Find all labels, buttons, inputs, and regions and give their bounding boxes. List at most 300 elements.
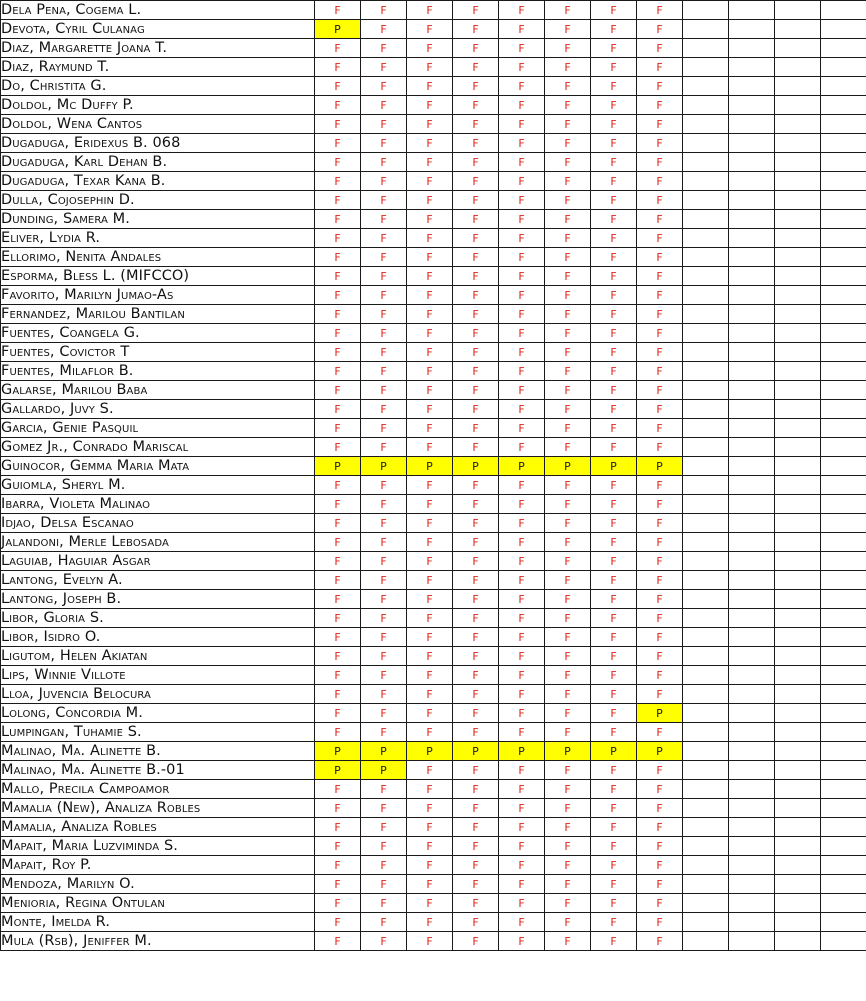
fail-mark-cell[interactable]: F [453, 913, 499, 932]
fail-mark-cell[interactable]: F [361, 343, 407, 362]
empty-cell[interactable] [821, 666, 866, 685]
fail-mark-cell[interactable]: F [591, 495, 637, 514]
fail-mark-cell[interactable]: F [591, 381, 637, 400]
fail-mark-cell[interactable]: F [591, 362, 637, 381]
fail-mark-cell[interactable]: F [453, 286, 499, 305]
fail-mark-cell[interactable]: F [361, 210, 407, 229]
fail-mark-cell[interactable]: F [315, 153, 361, 172]
empty-cell[interactable] [775, 856, 821, 875]
pass-mark-cell[interactable]: P [545, 742, 591, 761]
fail-mark-cell[interactable]: F [545, 20, 591, 39]
empty-cell[interactable] [775, 818, 821, 837]
fail-mark-cell[interactable]: F [591, 400, 637, 419]
empty-cell[interactable] [821, 438, 866, 457]
fail-mark-cell[interactable]: F [499, 267, 545, 286]
fail-mark-cell[interactable]: F [591, 419, 637, 438]
fail-mark-cell[interactable]: F [315, 590, 361, 609]
empty-cell[interactable] [821, 533, 866, 552]
fail-mark-cell[interactable]: F [591, 229, 637, 248]
fail-mark-cell[interactable]: F [545, 172, 591, 191]
fail-mark-cell[interactable]: F [315, 58, 361, 77]
fail-mark-cell[interactable]: F [453, 419, 499, 438]
employee-name-cell[interactable]: Gomez Jr., Conrado Mariscal [1, 438, 315, 457]
fail-mark-cell[interactable]: F [315, 229, 361, 248]
empty-cell[interactable] [775, 704, 821, 723]
empty-cell[interactable] [683, 723, 729, 742]
pass-mark-cell[interactable]: P [361, 457, 407, 476]
empty-cell[interactable] [729, 305, 775, 324]
empty-cell[interactable] [683, 343, 729, 362]
fail-mark-cell[interactable]: F [315, 552, 361, 571]
employee-name-cell[interactable]: Malinao, Ma. Alinette B. [1, 742, 315, 761]
fail-mark-cell[interactable]: F [637, 723, 683, 742]
empty-cell[interactable] [683, 229, 729, 248]
empty-cell[interactable] [821, 305, 866, 324]
fail-mark-cell[interactable]: F [315, 381, 361, 400]
fail-mark-cell[interactable]: F [453, 1, 499, 20]
fail-mark-cell[interactable]: F [591, 875, 637, 894]
pass-mark-cell[interactable]: P [315, 742, 361, 761]
fail-mark-cell[interactable]: F [361, 229, 407, 248]
empty-cell[interactable] [775, 628, 821, 647]
fail-mark-cell[interactable]: F [637, 856, 683, 875]
empty-cell[interactable] [821, 571, 866, 590]
empty-cell[interactable] [729, 818, 775, 837]
fail-mark-cell[interactable]: F [315, 419, 361, 438]
fail-mark-cell[interactable]: F [315, 913, 361, 932]
pass-mark-cell[interactable]: P [315, 457, 361, 476]
empty-cell[interactable] [821, 343, 866, 362]
fail-mark-cell[interactable]: F [453, 628, 499, 647]
empty-cell[interactable] [775, 894, 821, 913]
fail-mark-cell[interactable]: F [637, 609, 683, 628]
fail-mark-cell[interactable]: F [407, 799, 453, 818]
fail-mark-cell[interactable]: F [545, 685, 591, 704]
fail-mark-cell[interactable]: F [499, 894, 545, 913]
empty-cell[interactable] [821, 913, 866, 932]
empty-cell[interactable] [729, 742, 775, 761]
fail-mark-cell[interactable]: F [453, 932, 499, 951]
fail-mark-cell[interactable]: F [315, 438, 361, 457]
empty-cell[interactable] [729, 96, 775, 115]
fail-mark-cell[interactable]: F [499, 58, 545, 77]
empty-cell[interactable] [683, 115, 729, 134]
empty-cell[interactable] [821, 172, 866, 191]
employee-name-cell[interactable]: Dela Pena, Cogema L. [1, 1, 315, 20]
fail-mark-cell[interactable]: F [407, 191, 453, 210]
fail-mark-cell[interactable]: F [453, 210, 499, 229]
fail-mark-cell[interactable]: F [453, 58, 499, 77]
fail-mark-cell[interactable]: F [591, 77, 637, 96]
fail-mark-cell[interactable]: F [591, 552, 637, 571]
empty-cell[interactable] [729, 267, 775, 286]
fail-mark-cell[interactable]: F [591, 115, 637, 134]
employee-name-cell[interactable]: Libor, Isidro O. [1, 628, 315, 647]
fail-mark-cell[interactable]: F [591, 476, 637, 495]
empty-cell[interactable] [729, 58, 775, 77]
empty-cell[interactable] [775, 875, 821, 894]
fail-mark-cell[interactable]: F [591, 780, 637, 799]
employee-name-cell[interactable]: Menioria, Regina Ontulan [1, 894, 315, 913]
fail-mark-cell[interactable]: F [361, 590, 407, 609]
fail-mark-cell[interactable]: F [315, 267, 361, 286]
fail-mark-cell[interactable]: F [407, 20, 453, 39]
empty-cell[interactable] [821, 248, 866, 267]
fail-mark-cell[interactable]: F [637, 932, 683, 951]
fail-mark-cell[interactable]: F [407, 324, 453, 343]
fail-mark-cell[interactable]: F [361, 419, 407, 438]
empty-cell[interactable] [775, 495, 821, 514]
empty-cell[interactable] [821, 590, 866, 609]
fail-mark-cell[interactable]: F [361, 248, 407, 267]
fail-mark-cell[interactable]: F [361, 723, 407, 742]
fail-mark-cell[interactable]: F [453, 666, 499, 685]
employee-name-cell[interactable]: Monte, Imelda R. [1, 913, 315, 932]
employee-name-cell[interactable]: Esporma, Bless L. (MIFCCO) [1, 267, 315, 286]
empty-cell[interactable] [683, 267, 729, 286]
empty-cell[interactable] [729, 780, 775, 799]
fail-mark-cell[interactable]: F [315, 495, 361, 514]
fail-mark-cell[interactable]: F [499, 818, 545, 837]
empty-cell[interactable] [821, 704, 866, 723]
fail-mark-cell[interactable]: F [591, 628, 637, 647]
employee-name-cell[interactable]: Mendoza, Marilyn O. [1, 875, 315, 894]
fail-mark-cell[interactable]: F [499, 666, 545, 685]
empty-cell[interactable] [683, 856, 729, 875]
pass-mark-cell[interactable]: P [453, 457, 499, 476]
fail-mark-cell[interactable]: F [545, 533, 591, 552]
fail-mark-cell[interactable]: F [499, 419, 545, 438]
fail-mark-cell[interactable]: F [361, 96, 407, 115]
fail-mark-cell[interactable]: F [315, 894, 361, 913]
fail-mark-cell[interactable]: F [361, 609, 407, 628]
fail-mark-cell[interactable]: F [453, 153, 499, 172]
employee-name-cell[interactable]: Dunding, Samera M. [1, 210, 315, 229]
fail-mark-cell[interactable]: F [361, 362, 407, 381]
fail-mark-cell[interactable]: F [407, 628, 453, 647]
empty-cell[interactable] [821, 647, 866, 666]
fail-mark-cell[interactable]: F [637, 647, 683, 666]
empty-cell[interactable] [729, 324, 775, 343]
empty-cell[interactable] [683, 210, 729, 229]
empty-cell[interactable] [775, 343, 821, 362]
fail-mark-cell[interactable]: F [453, 837, 499, 856]
fail-mark-cell[interactable]: F [407, 609, 453, 628]
fail-mark-cell[interactable]: F [499, 172, 545, 191]
fail-mark-cell[interactable]: F [545, 229, 591, 248]
fail-mark-cell[interactable]: F [591, 39, 637, 58]
empty-cell[interactable] [821, 837, 866, 856]
fail-mark-cell[interactable]: F [315, 571, 361, 590]
fail-mark-cell[interactable]: F [453, 20, 499, 39]
empty-cell[interactable] [683, 932, 729, 951]
fail-mark-cell[interactable]: F [407, 77, 453, 96]
empty-cell[interactable] [775, 799, 821, 818]
employee-name-cell[interactable]: Dugaduga, Karl Dehan B. [1, 153, 315, 172]
fail-mark-cell[interactable]: F [315, 932, 361, 951]
fail-mark-cell[interactable]: F [637, 191, 683, 210]
fail-mark-cell[interactable]: F [407, 153, 453, 172]
fail-mark-cell[interactable]: F [637, 362, 683, 381]
employee-name-cell[interactable]: Ibarra, Violeta Malinao [1, 495, 315, 514]
empty-cell[interactable] [821, 362, 866, 381]
empty-cell[interactable] [775, 172, 821, 191]
fail-mark-cell[interactable]: F [407, 875, 453, 894]
fail-mark-cell[interactable]: F [499, 39, 545, 58]
fail-mark-cell[interactable]: F [637, 837, 683, 856]
employee-name-cell[interactable]: Gallardo, Juvy S. [1, 400, 315, 419]
fail-mark-cell[interactable]: F [407, 533, 453, 552]
employee-name-cell[interactable]: Guiomla, Sheryl M. [1, 476, 315, 495]
fail-mark-cell[interactable]: F [315, 134, 361, 153]
empty-cell[interactable] [683, 495, 729, 514]
fail-mark-cell[interactable]: F [637, 267, 683, 286]
fail-mark-cell[interactable]: F [545, 761, 591, 780]
fail-mark-cell[interactable]: F [545, 514, 591, 533]
fail-mark-cell[interactable]: F [499, 362, 545, 381]
fail-mark-cell[interactable]: F [361, 685, 407, 704]
employee-name-cell[interactable]: Mamalia, Analiza Robles [1, 818, 315, 837]
fail-mark-cell[interactable]: F [545, 875, 591, 894]
empty-cell[interactable] [683, 1, 729, 20]
fail-mark-cell[interactable]: F [453, 590, 499, 609]
empty-cell[interactable] [775, 780, 821, 799]
fail-mark-cell[interactable]: F [499, 153, 545, 172]
empty-cell[interactable] [683, 191, 729, 210]
empty-cell[interactable] [821, 875, 866, 894]
fail-mark-cell[interactable]: F [315, 704, 361, 723]
empty-cell[interactable] [729, 552, 775, 571]
empty-cell[interactable] [775, 533, 821, 552]
fail-mark-cell[interactable]: F [453, 343, 499, 362]
employee-name-cell[interactable]: Mallo, Precila Campoamor [1, 780, 315, 799]
fail-mark-cell[interactable]: F [499, 628, 545, 647]
fail-mark-cell[interactable]: F [407, 780, 453, 799]
empty-cell[interactable] [821, 419, 866, 438]
fail-mark-cell[interactable]: F [407, 514, 453, 533]
employee-name-cell[interactable]: Lantong, Joseph B. [1, 590, 315, 609]
fail-mark-cell[interactable]: F [591, 609, 637, 628]
fail-mark-cell[interactable]: F [407, 96, 453, 115]
fail-mark-cell[interactable]: F [361, 381, 407, 400]
fail-mark-cell[interactable]: F [315, 647, 361, 666]
employee-name-cell[interactable]: Fuentes, Covictor T [1, 343, 315, 362]
empty-cell[interactable] [729, 20, 775, 39]
fail-mark-cell[interactable]: F [499, 647, 545, 666]
empty-cell[interactable] [683, 818, 729, 837]
fail-mark-cell[interactable]: F [545, 590, 591, 609]
fail-mark-cell[interactable]: F [407, 229, 453, 248]
fail-mark-cell[interactable]: F [407, 438, 453, 457]
fail-mark-cell[interactable]: F [637, 685, 683, 704]
fail-mark-cell[interactable]: F [545, 400, 591, 419]
fail-mark-cell[interactable]: F [499, 229, 545, 248]
fail-mark-cell[interactable]: F [637, 514, 683, 533]
fail-mark-cell[interactable]: F [545, 856, 591, 875]
empty-cell[interactable] [821, 77, 866, 96]
empty-cell[interactable] [775, 1, 821, 20]
fail-mark-cell[interactable]: F [637, 894, 683, 913]
fail-mark-cell[interactable]: F [361, 267, 407, 286]
employee-name-cell[interactable]: Lolong, Concordia M. [1, 704, 315, 723]
fail-mark-cell[interactable]: F [545, 666, 591, 685]
fail-mark-cell[interactable]: F [361, 913, 407, 932]
fail-mark-cell[interactable]: F [545, 799, 591, 818]
fail-mark-cell[interactable]: F [499, 115, 545, 134]
fail-mark-cell[interactable]: F [545, 419, 591, 438]
empty-cell[interactable] [729, 210, 775, 229]
fail-mark-cell[interactable]: F [361, 628, 407, 647]
fail-mark-cell[interactable]: F [545, 628, 591, 647]
fail-mark-cell[interactable]: F [591, 799, 637, 818]
empty-cell[interactable] [683, 533, 729, 552]
fail-mark-cell[interactable]: F [591, 856, 637, 875]
fail-mark-cell[interactable]: F [453, 723, 499, 742]
fail-mark-cell[interactable]: F [453, 400, 499, 419]
fail-mark-cell[interactable]: F [545, 552, 591, 571]
empty-cell[interactable] [683, 381, 729, 400]
fail-mark-cell[interactable]: F [453, 533, 499, 552]
fail-mark-cell[interactable]: F [591, 818, 637, 837]
pass-mark-cell[interactable]: P [407, 457, 453, 476]
empty-cell[interactable] [775, 134, 821, 153]
fail-mark-cell[interactable]: F [499, 20, 545, 39]
fail-mark-cell[interactable]: F [499, 381, 545, 400]
fail-mark-cell[interactable]: F [637, 77, 683, 96]
fail-mark-cell[interactable]: F [453, 172, 499, 191]
empty-cell[interactable] [821, 552, 866, 571]
employee-name-cell[interactable]: Lips, Winnie Villote [1, 666, 315, 685]
fail-mark-cell[interactable]: F [453, 780, 499, 799]
fail-mark-cell[interactable]: F [453, 495, 499, 514]
empty-cell[interactable] [683, 590, 729, 609]
empty-cell[interactable] [775, 191, 821, 210]
fail-mark-cell[interactable]: F [637, 153, 683, 172]
fail-mark-cell[interactable]: F [361, 324, 407, 343]
fail-mark-cell[interactable]: F [545, 647, 591, 666]
fail-mark-cell[interactable]: F [499, 400, 545, 419]
fail-mark-cell[interactable]: F [407, 476, 453, 495]
fail-mark-cell[interactable]: F [545, 704, 591, 723]
fail-mark-cell[interactable]: F [361, 191, 407, 210]
fail-mark-cell[interactable]: F [591, 894, 637, 913]
employee-name-cell[interactable]: Mula (Rsb), Jeniffer M. [1, 932, 315, 951]
pass-mark-cell[interactable]: P [315, 761, 361, 780]
empty-cell[interactable] [821, 381, 866, 400]
fail-mark-cell[interactable]: F [315, 628, 361, 647]
fail-mark-cell[interactable]: F [407, 571, 453, 590]
employee-name-cell[interactable]: Libor, Gloria S. [1, 609, 315, 628]
empty-cell[interactable] [683, 780, 729, 799]
empty-cell[interactable] [683, 77, 729, 96]
empty-cell[interactable] [729, 457, 775, 476]
fail-mark-cell[interactable]: F [453, 818, 499, 837]
fail-mark-cell[interactable]: F [499, 552, 545, 571]
fail-mark-cell[interactable]: F [591, 343, 637, 362]
fail-mark-cell[interactable]: F [545, 932, 591, 951]
pass-mark-cell[interactable]: P [637, 704, 683, 723]
fail-mark-cell[interactable]: F [545, 780, 591, 799]
fail-mark-cell[interactable]: F [315, 286, 361, 305]
employee-name-cell[interactable]: Guinocor, Gemma Maria Mata [1, 457, 315, 476]
fail-mark-cell[interactable]: F [591, 153, 637, 172]
empty-cell[interactable] [821, 400, 866, 419]
pass-mark-cell[interactable]: P [637, 742, 683, 761]
employee-name-cell[interactable]: Mapait, Maria Luzviminda S. [1, 837, 315, 856]
fail-mark-cell[interactable]: F [637, 248, 683, 267]
empty-cell[interactable] [775, 742, 821, 761]
employee-name-cell[interactable]: Mapait, Roy P. [1, 856, 315, 875]
fail-mark-cell[interactable]: F [407, 172, 453, 191]
fail-mark-cell[interactable]: F [315, 343, 361, 362]
pass-mark-cell[interactable]: P [361, 761, 407, 780]
employee-name-cell[interactable]: Lumpingan, Tuhamie S. [1, 723, 315, 742]
empty-cell[interactable] [775, 837, 821, 856]
fail-mark-cell[interactable]: F [407, 685, 453, 704]
fail-mark-cell[interactable]: F [315, 96, 361, 115]
empty-cell[interactable] [683, 324, 729, 343]
empty-cell[interactable] [729, 1, 775, 20]
fail-mark-cell[interactable]: F [453, 761, 499, 780]
fail-mark-cell[interactable]: F [315, 210, 361, 229]
empty-cell[interactable] [729, 647, 775, 666]
fail-mark-cell[interactable]: F [453, 191, 499, 210]
fail-mark-cell[interactable]: F [361, 647, 407, 666]
fail-mark-cell[interactable]: F [499, 248, 545, 267]
fail-mark-cell[interactable]: F [637, 20, 683, 39]
empty-cell[interactable] [775, 571, 821, 590]
empty-cell[interactable] [729, 381, 775, 400]
fail-mark-cell[interactable]: F [361, 571, 407, 590]
fail-mark-cell[interactable]: F [591, 286, 637, 305]
empty-cell[interactable] [729, 894, 775, 913]
fail-mark-cell[interactable]: F [545, 210, 591, 229]
fail-mark-cell[interactable]: F [407, 267, 453, 286]
fail-mark-cell[interactable]: F [545, 818, 591, 837]
empty-cell[interactable] [821, 20, 866, 39]
fail-mark-cell[interactable]: F [453, 362, 499, 381]
fail-mark-cell[interactable]: F [637, 552, 683, 571]
empty-cell[interactable] [683, 799, 729, 818]
fail-mark-cell[interactable]: F [361, 552, 407, 571]
fail-mark-cell[interactable]: F [591, 932, 637, 951]
empty-cell[interactable] [729, 362, 775, 381]
empty-cell[interactable] [729, 514, 775, 533]
fail-mark-cell[interactable]: F [453, 476, 499, 495]
fail-mark-cell[interactable]: F [407, 495, 453, 514]
empty-cell[interactable] [729, 609, 775, 628]
fail-mark-cell[interactable]: F [453, 894, 499, 913]
fail-mark-cell[interactable]: F [453, 305, 499, 324]
empty-cell[interactable] [683, 913, 729, 932]
fail-mark-cell[interactable]: F [453, 77, 499, 96]
fail-mark-cell[interactable]: F [591, 647, 637, 666]
empty-cell[interactable] [729, 875, 775, 894]
fail-mark-cell[interactable]: F [637, 58, 683, 77]
fail-mark-cell[interactable]: F [361, 134, 407, 153]
empty-cell[interactable] [683, 552, 729, 571]
empty-cell[interactable] [683, 666, 729, 685]
fail-mark-cell[interactable]: F [315, 248, 361, 267]
employee-name-cell[interactable]: Idjao, Delsa Escanao [1, 514, 315, 533]
fail-mark-cell[interactable]: F [499, 837, 545, 856]
empty-cell[interactable] [821, 894, 866, 913]
empty-cell[interactable] [775, 77, 821, 96]
empty-cell[interactable] [775, 115, 821, 134]
fail-mark-cell[interactable]: F [453, 514, 499, 533]
empty-cell[interactable] [775, 685, 821, 704]
fail-mark-cell[interactable]: F [407, 58, 453, 77]
